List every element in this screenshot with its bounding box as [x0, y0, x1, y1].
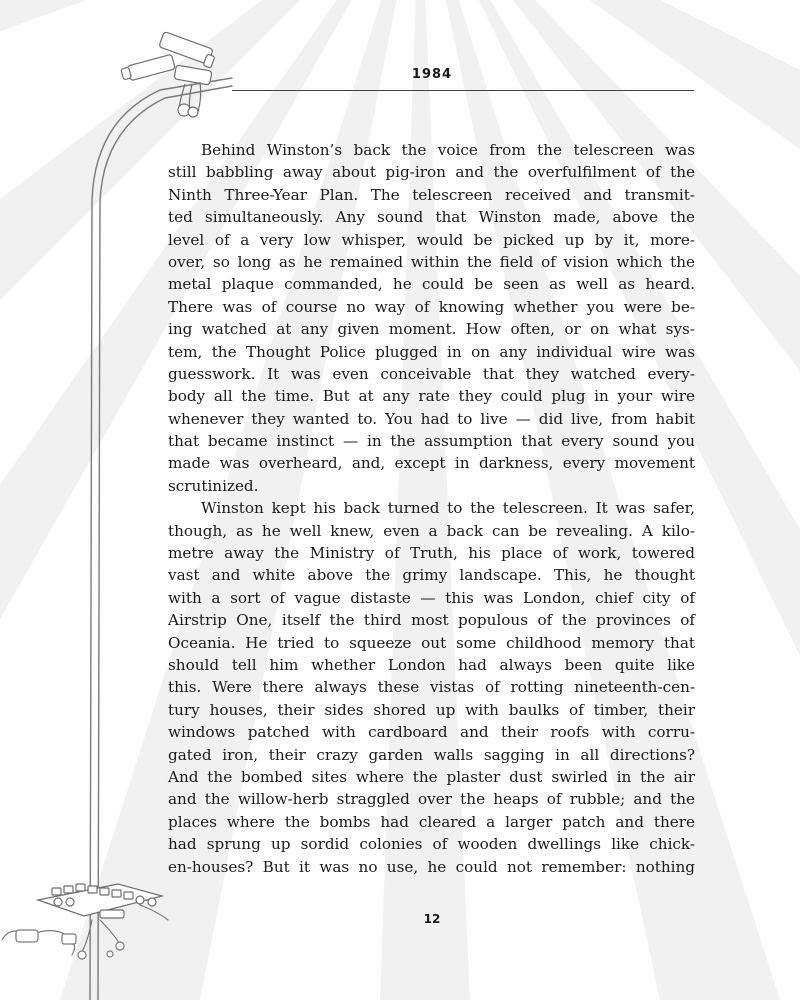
text-line: Oceania. He tried to squeeze out some childhood memory that: [168, 633, 695, 652]
text-line: made was overheard, and, except in darkness, every movement: [168, 454, 695, 473]
running-head: 1984: [411, 67, 453, 82]
text-line: ing watched at any given moment. How often, or on what sys-: [168, 320, 695, 339]
text-line: body all the time. But at any rate they could plug in your wire: [168, 387, 695, 406]
text-line: that became instinct — in the assumption that every sound you: [168, 432, 695, 451]
text-line: guesswork. It was even conceivable that they watched every-: [168, 364, 695, 383]
text-line: still babbling away about pig-iron and the overfulfilment of the: [168, 163, 695, 182]
body-text: [168, 139, 695, 878]
text-line: windows patched with cardboard and their roofs with corru-: [168, 723, 695, 742]
text-line: Winston kept his back turned to the telescreen. It was safer,: [201, 499, 695, 518]
text-line: places where the bombs had cleared a larger patch and there: [168, 812, 695, 831]
text-line: en-houses? But it was no use, he could not remember: nothing: [168, 857, 695, 876]
text-line: and the willow-herb straggled over the heaps of rubble; and the: [168, 790, 695, 809]
control-panel-icon: [38, 884, 162, 918]
text-line: metal plaque commanded, he could be seen as well as heard.: [168, 275, 695, 294]
text-line: ted simultaneously. Any sound that Winston made, above the: [168, 208, 695, 227]
page-number: 12: [423, 912, 441, 926]
text-line: had sprung up sordid colonies of wooden dwellings like chick-: [168, 835, 695, 854]
text-line: tem, the Thought Police plugged in on any individual wire was: [168, 342, 695, 361]
text-line: tury houses, their sides shored up with baulks of timber, their: [168, 700, 695, 719]
text-line: whenever they wanted to. You had to live — did live, from habit: [168, 409, 695, 428]
text-line: should tell him whether London had always been quite like: [168, 655, 695, 674]
text-line: And the bombed sites where the plaster dust swirled in the air: [168, 767, 695, 786]
text-line: this. Were there always these vistas of rotting nineteenth-cen-: [168, 678, 695, 697]
surveillance-camera-icon: [121, 32, 215, 117]
text-line: Ninth Three-Year Plan. The telescreen received and transmit-: [168, 185, 695, 204]
text-line: over, so long as he remained within the field of vision which the: [168, 252, 695, 271]
text-line: scrutinized.: [168, 476, 259, 495]
text-line: There was of course no way of knowing whether you were be-: [168, 297, 695, 316]
text-line: level of a very low whisper, would be picked up by it, more-: [168, 230, 695, 249]
text-line: Airstrip One, itself the third most populous of the provinces of: [168, 611, 695, 630]
text-line: Behind Winston’s back the voice from the telescreen was: [201, 141, 695, 159]
text-line: with a sort of vague distaste — this was London, chief city of: [168, 588, 695, 607]
text-line: metre away the Ministry of Truth, his place of work, towered: [168, 544, 695, 563]
text-line: vast and white above the grimy landscape. This, he thought: [168, 566, 695, 585]
text-line: gated iron, their crazy garden walls sagging in all directions?: [168, 745, 695, 764]
text-line: though, as he well knew, even a back can be revealing. A kilo-: [168, 521, 695, 540]
header-rule: [232, 90, 694, 91]
